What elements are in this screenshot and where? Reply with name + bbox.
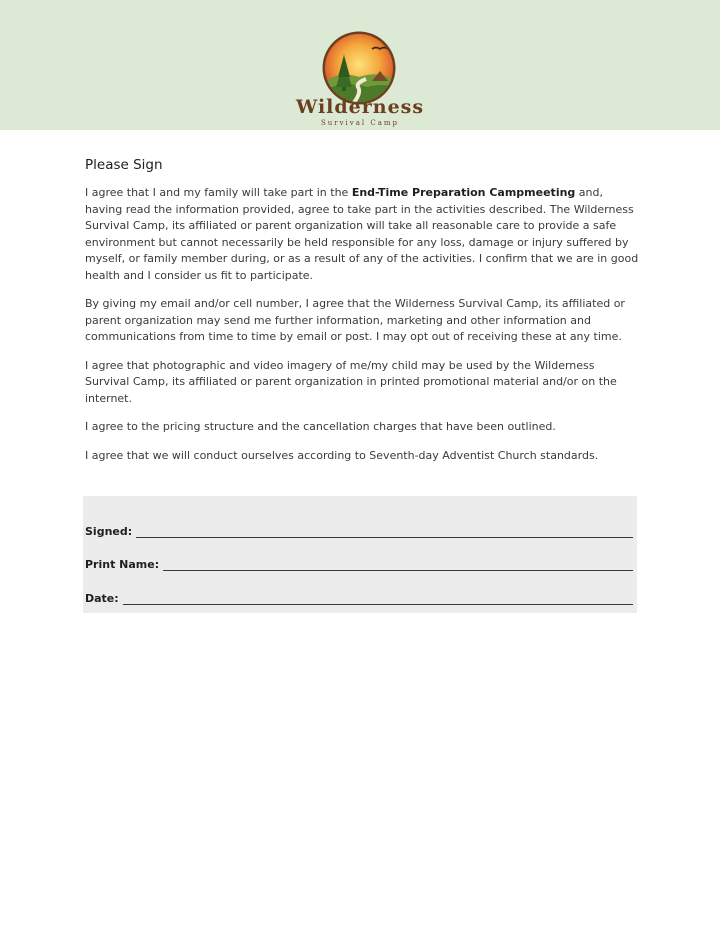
signature-box [83, 496, 637, 613]
date-row [85, 592, 633, 605]
paragraph-communications: By giving my email and/or cell number, I agree that the Wilderness Survival Camp, its affiliated or parent organization may send me further information, marketing and other information and communications from time to time by email or post. I may opt out of receiving these at any time. [85, 297, 625, 343]
print-name-field[interactable] [163, 558, 633, 571]
brand-subtitle: Survival Camp [320, 119, 400, 127]
paragraph-participation [85, 185, 640, 284]
page-title: Please Sign [85, 157, 163, 173]
paragraph-imagery: I agree that photographic and video imagery of me/my child may be used by the Wilderness Survival Camp, its affiliated or parent organization in printed promotional material and/or on the internet. [85, 358, 617, 405]
print-name-row [85, 558, 633, 571]
event-name: End-Time Preparation Campmeeting [351, 186, 576, 199]
p1-post: and, having read the information provided, agree to take part in the activities described. The Wilderness Survival Camp, its affiliated or parent organization will take all reasonable care to provide a safe environment but cannot necessarily be held responsible for any loss, damage or injury suffered by myself, or family member during, or as a result of any of the activities. I confirm that we are in good health and I consider us fit to participate. [85, 186, 639, 282]
signed-field[interactable] [136, 525, 633, 538]
header-banner [0, 0, 720, 130]
waiver-content [85, 157, 640, 476]
brand-name: Wilderness [295, 96, 425, 118]
signed-row [85, 525, 633, 538]
print-name-label: Print Name: [85, 558, 160, 571]
paragraph-pricing: I agree to the pricing structure and the cancellation charges that have been outlined. [85, 420, 556, 433]
p1-pre: I agree that I and my family will take part in the [85, 186, 352, 199]
signed-label: Signed: [85, 525, 133, 538]
paragraph-conduct: I agree that we will conduct ourselves according to Seventh-day Adventist Church standards. [85, 448, 599, 462]
date-field[interactable] [123, 592, 633, 605]
date-label: Date: [85, 592, 119, 605]
camp-logo-icon [322, 31, 396, 105]
